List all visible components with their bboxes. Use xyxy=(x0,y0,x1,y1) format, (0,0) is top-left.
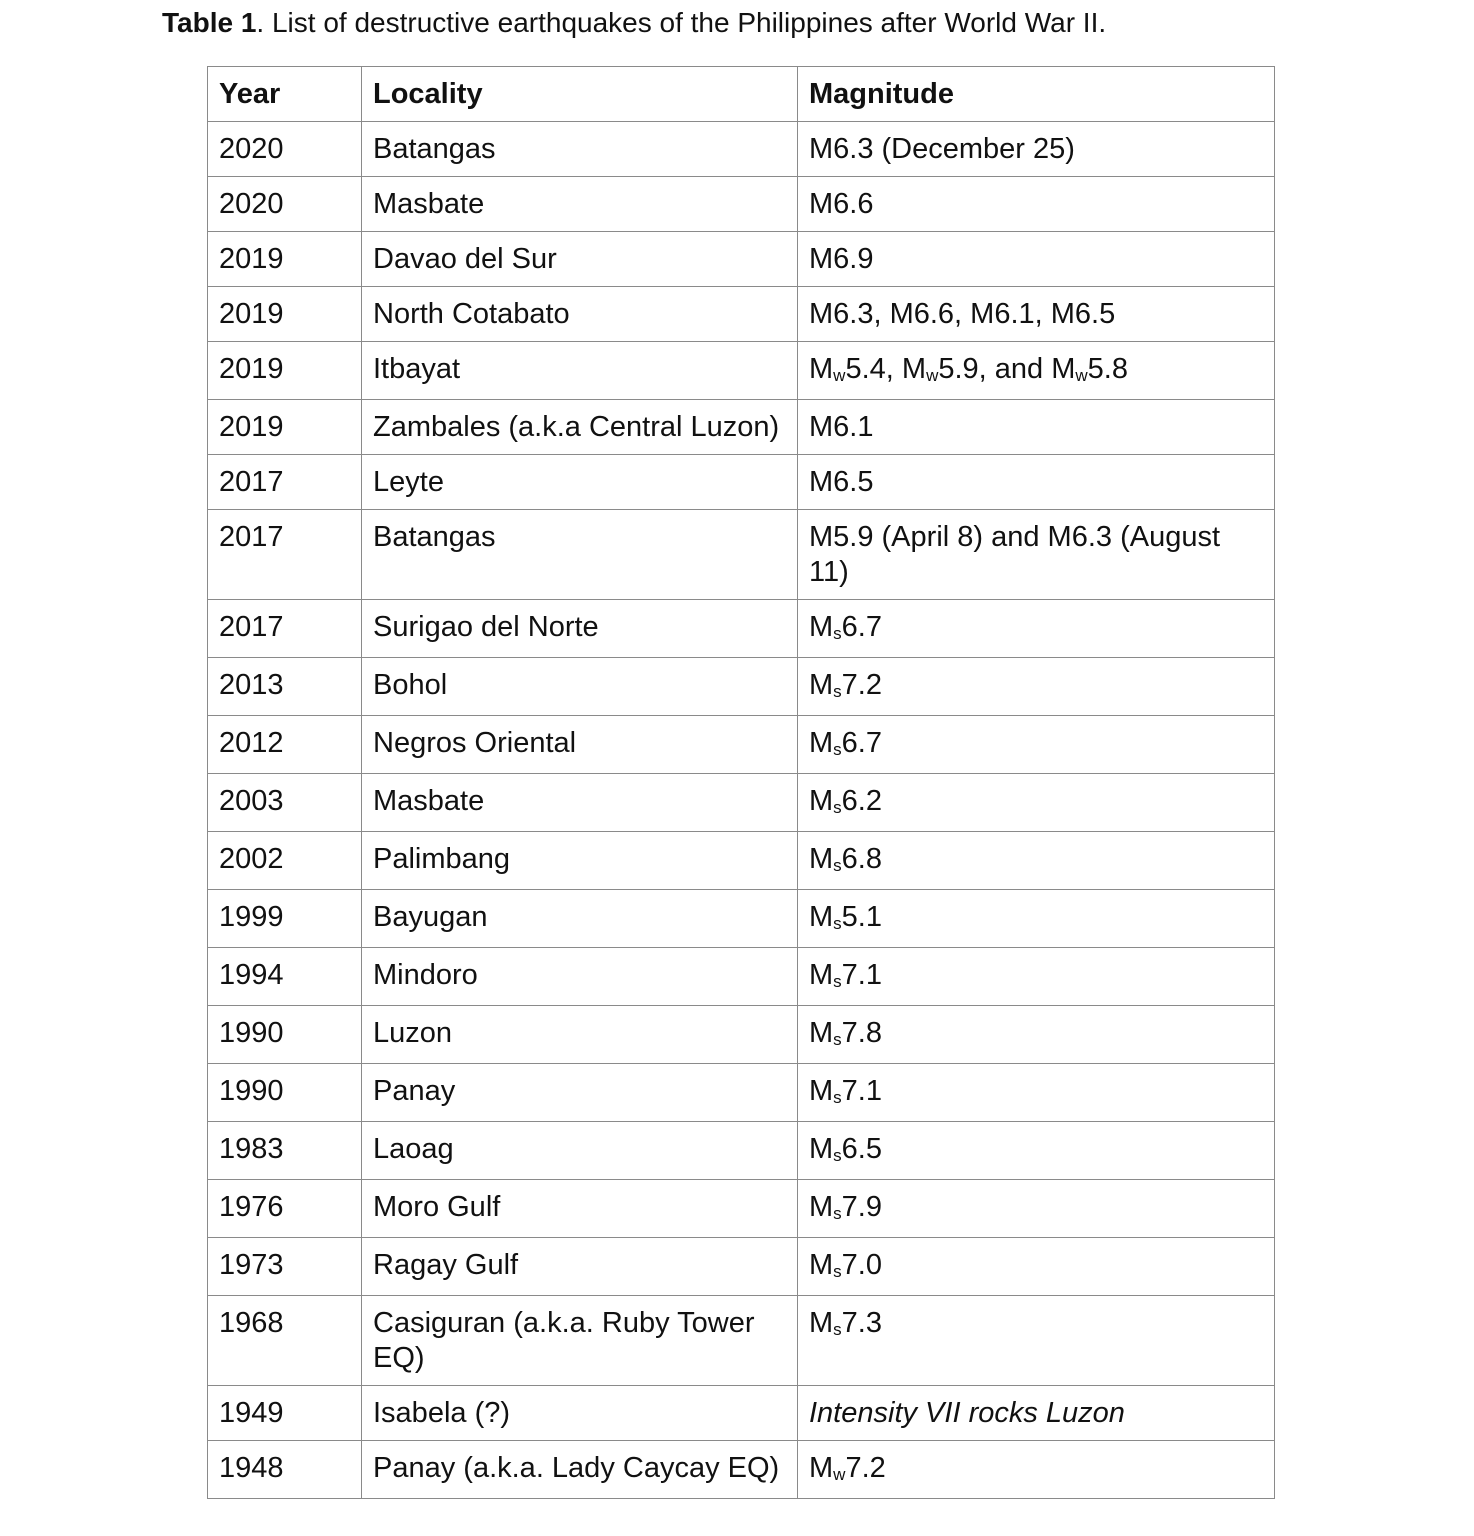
cell-magnitude: Ms7.2 xyxy=(798,658,1275,716)
table-row xyxy=(208,948,1275,1006)
table-row xyxy=(208,122,1275,177)
header-magnitude: Magnitude xyxy=(798,67,1275,122)
cell-year: 1990 xyxy=(208,1064,362,1122)
cell-locality: Mindoro xyxy=(362,948,798,1006)
cell-year: 2017 xyxy=(208,510,362,600)
cell-magnitude: M6.9 xyxy=(798,232,1275,287)
table-row xyxy=(208,1006,1275,1064)
cell-year: 1973 xyxy=(208,1238,362,1296)
cell-magnitude: Ms6.7 xyxy=(798,716,1275,774)
cell-locality: Zambales (a.k.a Central Luzon) xyxy=(362,400,798,455)
cell-magnitude: Ms7.8 xyxy=(798,1006,1275,1064)
cell-magnitude: Ms7.1 xyxy=(798,1064,1275,1122)
cell-year: 2020 xyxy=(208,122,362,177)
cell-magnitude: Ms6.5 xyxy=(798,1122,1275,1180)
cell-year: 2019 xyxy=(208,342,362,400)
cell-year: 2017 xyxy=(208,600,362,658)
table-row xyxy=(208,890,1275,948)
cell-magnitude: Ms7.1 xyxy=(798,948,1275,1006)
cell-year: 2013 xyxy=(208,658,362,716)
cell-year: 2003 xyxy=(208,774,362,832)
cell-year: 1994 xyxy=(208,948,362,1006)
cell-locality: Luzon xyxy=(362,1006,798,1064)
cell-locality: Moro Gulf xyxy=(362,1180,798,1238)
cell-year: 1990 xyxy=(208,1006,362,1064)
table-row xyxy=(208,658,1275,716)
cell-locality: Surigao del Norte xyxy=(362,600,798,658)
cell-magnitude: Ms5.1 xyxy=(798,890,1275,948)
table-row xyxy=(208,342,1275,400)
cell-year: 1976 xyxy=(208,1180,362,1238)
table-row xyxy=(208,510,1275,600)
header-locality: Locality xyxy=(362,67,798,122)
cell-magnitude: Ms6.7 xyxy=(798,600,1275,658)
earthquake-table xyxy=(207,66,1275,1499)
table-row xyxy=(208,400,1275,455)
cell-year: 2019 xyxy=(208,400,362,455)
cell-year: 1999 xyxy=(208,890,362,948)
cell-locality: North Cotabato xyxy=(362,287,798,342)
cell-year: 2012 xyxy=(208,716,362,774)
caption-text: . List of destructive earthquakes of the Philippines after World War II. xyxy=(256,7,1107,38)
cell-locality: Bohol xyxy=(362,658,798,716)
cell-magnitude: Ms6.8 xyxy=(798,832,1275,890)
table-row xyxy=(208,232,1275,287)
cell-magnitude: Intensity VII rocks Luzon xyxy=(798,1386,1275,1441)
table-row xyxy=(208,1238,1275,1296)
table-row xyxy=(208,455,1275,510)
cell-magnitude: M6.1 xyxy=(798,400,1275,455)
cell-year: 2019 xyxy=(208,232,362,287)
cell-year: 2017 xyxy=(208,455,362,510)
cell-year: 1949 xyxy=(208,1386,362,1441)
table-row xyxy=(208,600,1275,658)
cell-magnitude: Ms6.2 xyxy=(798,774,1275,832)
cell-locality: Masbate xyxy=(362,177,798,232)
table-body xyxy=(208,122,1275,1499)
cell-locality: Davao del Sur xyxy=(362,232,798,287)
cell-magnitude: Mw7.2 xyxy=(798,1441,1275,1499)
cell-locality: Isabela (?) xyxy=(362,1386,798,1441)
cell-year: 2020 xyxy=(208,177,362,232)
cell-year: 2002 xyxy=(208,832,362,890)
cell-locality: Panay xyxy=(362,1064,798,1122)
cell-locality: Panay (a.k.a. Lady Caycay EQ) xyxy=(362,1441,798,1499)
table-row xyxy=(208,832,1275,890)
cell-locality: Batangas xyxy=(362,510,798,600)
table-row xyxy=(208,1064,1275,1122)
cell-locality: Batangas xyxy=(362,122,798,177)
cell-magnitude: M6.3 (December 25) xyxy=(798,122,1275,177)
cell-year: 1983 xyxy=(208,1122,362,1180)
table-row xyxy=(208,1441,1275,1499)
cell-year: 2019 xyxy=(208,287,362,342)
header-row xyxy=(208,67,1275,122)
cell-magnitude: Ms7.3 xyxy=(798,1296,1275,1386)
cell-locality: Itbayat xyxy=(362,342,798,400)
table-row xyxy=(208,287,1275,342)
caption-label: Table 1 xyxy=(162,7,257,38)
cell-magnitude: M5.9 (April 8) and M6.3 (August 11) xyxy=(798,510,1275,600)
cell-locality: Palimbang xyxy=(362,832,798,890)
cell-magnitude: Mw5.4, Mw5.9, and Mw5.8 xyxy=(798,342,1275,400)
table-row xyxy=(208,1296,1275,1386)
cell-magnitude: M6.6 xyxy=(798,177,1275,232)
table-row xyxy=(208,1180,1275,1238)
cell-magnitude: M6.3, M6.6, M6.1, M6.5 xyxy=(798,287,1275,342)
cell-locality: Leyte xyxy=(362,455,798,510)
table-row xyxy=(208,716,1275,774)
cell-locality: Laoag xyxy=(362,1122,798,1180)
table-row xyxy=(208,1386,1275,1441)
cell-locality: Bayugan xyxy=(362,890,798,948)
cell-magnitude: Ms7.9 xyxy=(798,1180,1275,1238)
table-row xyxy=(208,774,1275,832)
header-year: Year xyxy=(208,67,362,122)
cell-locality: Negros Oriental xyxy=(362,716,798,774)
cell-locality: Casiguran (a.k.a. Ruby Tower EQ) xyxy=(362,1296,798,1386)
table-caption xyxy=(162,4,1106,42)
cell-year: 1968 xyxy=(208,1296,362,1386)
table-row xyxy=(208,1122,1275,1180)
cell-locality: Masbate xyxy=(362,774,798,832)
table-row xyxy=(208,177,1275,232)
cell-year: 1948 xyxy=(208,1441,362,1499)
cell-magnitude: M6.5 xyxy=(798,455,1275,510)
cell-locality: Ragay Gulf xyxy=(362,1238,798,1296)
cell-magnitude: Ms7.0 xyxy=(798,1238,1275,1296)
